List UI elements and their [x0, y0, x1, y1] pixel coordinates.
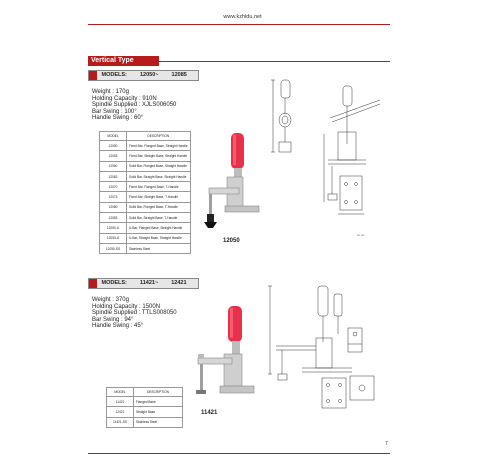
table-row: 12050-U U-Bar, Flanged Base, Straight Handle: [100, 223, 191, 233]
spec-weight-1: Weight : 170g: [92, 89, 129, 95]
table-row: 12053-U U-Bar, Straight Base, Straight Handle: [100, 233, 191, 243]
header-rule: [88, 24, 390, 25]
table-row: 11421-SS Stainless Steel: [107, 417, 183, 427]
models-marker-2: [89, 279, 97, 288]
spec-handle-swing-2: Handle Swing : 45°: [92, 323, 144, 330]
model-to-1: 12085: [171, 72, 187, 78]
site-url: www.kzhidu.net: [223, 14, 262, 20]
models-label-1: MODELS:: [101, 72, 127, 78]
models-header-2: [88, 278, 199, 289]
photo-label-1: 12050: [223, 238, 240, 244]
table-row: 12080 Solid Bar, Flanged Base, T-Handle: [100, 202, 191, 212]
clamp-photo-2: [190, 292, 270, 410]
table-header-description: DESCRIPTION: [134, 388, 183, 397]
models-header-1: [88, 70, 199, 81]
table-row: 12070 Fixed Bar, Flanged Base, T-Handle: [100, 182, 191, 192]
spec-handle-swing-1: Handle Swing : 60°: [92, 115, 144, 122]
spec-spindle-2: Spindle Supplied : TTLS008050: [92, 310, 177, 317]
section-title: Vertical Type: [88, 56, 159, 66]
spec-capacity-2: Holding Capacity : 1500N: [92, 303, 161, 310]
model-from-2: 11421~: [139, 280, 159, 286]
spec-weight-2: Weight : 370g: [92, 297, 129, 303]
clamp-photo-1: [195, 126, 275, 238]
models-label-2: MODELS:: [101, 280, 127, 286]
table-row: 12050 Fixed Bar, Flanged Base, Straight Handle: [100, 141, 191, 151]
specs-1: [92, 89, 176, 122]
table-row: 12060 Solid Bar, Flanged Base, Straight Handle: [100, 161, 191, 171]
model-table-1: [99, 131, 191, 254]
table-header-model: MODEL: [107, 388, 134, 397]
table-row: 12063 Solid Bar, Straight Base, Straight Handle: [100, 171, 191, 181]
model-to-2: 12421: [171, 280, 187, 286]
model-table-2: [106, 387, 183, 428]
spec-spindle-1: Spindle Supplied : XJLS006050: [92, 102, 177, 109]
table-row: 12083 Solid Bar, Straight Base, T-Handle: [100, 213, 191, 223]
technical-drawing-2: [262, 282, 386, 422]
table-row: 12421 Straight Base: [107, 407, 183, 417]
page-number: 7: [385, 441, 388, 447]
table-row: 12053 Fixed Bar, Straight Base, Straight Handle: [100, 151, 191, 161]
models-marker-1: [89, 71, 97, 80]
table-row: 11421 Flanged Base: [107, 397, 183, 407]
table-header-description: DESCRIPTION: [127, 132, 191, 141]
spec-capacity-1: Holding Capacity : 910N: [92, 95, 157, 102]
spec-bar-swing-2: Bar Swing : 94°: [92, 316, 134, 323]
drawing-note-1: ▪▪▪ ▪▪▪: [357, 233, 365, 237]
table-row: 12073 Fixed Bar, Straight Base, T-Handle: [100, 192, 191, 202]
specs-2: [92, 297, 177, 330]
spec-bar-swing-1: Bar Swing : 100°: [92, 108, 137, 115]
table-header-model: MODEL: [100, 132, 127, 141]
table-row: 12050-SS Stainless Steel: [100, 243, 191, 253]
photo-label-2: 11421: [201, 410, 218, 416]
technical-drawing-1: [268, 74, 388, 234]
footer-rule: [88, 453, 390, 454]
model-from-1: 12050~: [139, 72, 159, 78]
section-rule: [159, 61, 390, 62]
